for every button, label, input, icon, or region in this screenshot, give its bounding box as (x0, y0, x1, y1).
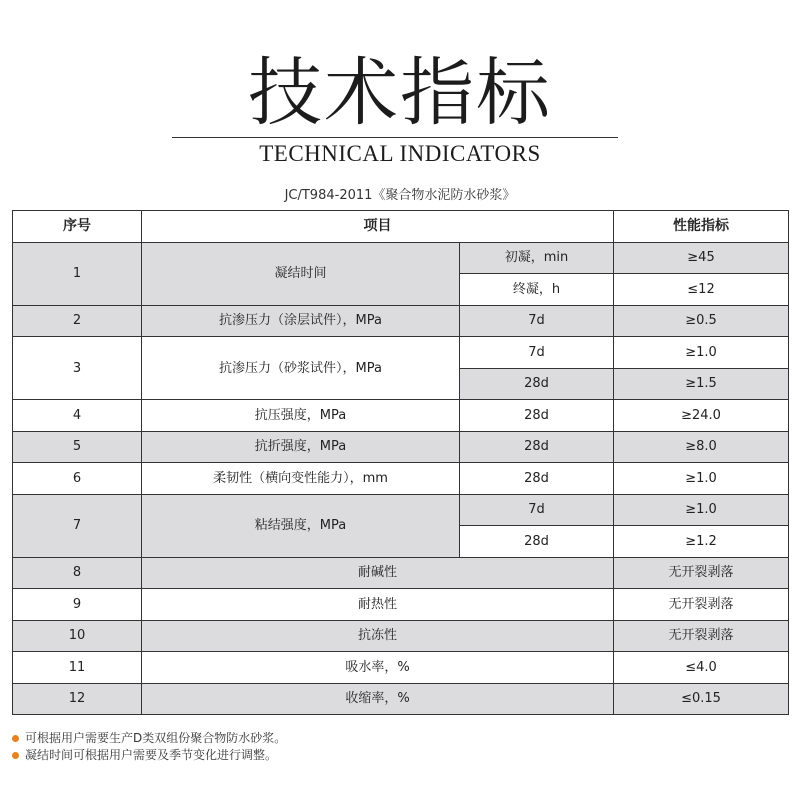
row-value: ≥8.0 (614, 431, 789, 463)
row-no: 7 (13, 494, 142, 557)
row-condition: 28d (460, 368, 614, 400)
row-no: 4 (13, 400, 142, 432)
table-header-row (13, 211, 789, 243)
row-condition: 28d (460, 431, 614, 463)
row-no: 2 (13, 305, 142, 337)
row-item: 抗渗压力（涂层试件），MPa (142, 305, 460, 337)
row-item: 柔韧性（横向变性能力），mm (142, 463, 460, 495)
header-item: 项目 (142, 211, 614, 243)
row-condition: 28d (460, 526, 614, 558)
row-no: 6 (13, 463, 142, 495)
row-no: 8 (13, 557, 142, 589)
bullet-icon (12, 752, 19, 759)
table-row (13, 589, 789, 621)
note-text: 凝结时间可根据用户需要及季节变化进行调整。 (25, 748, 278, 762)
table-row (13, 620, 789, 652)
row-value: 无开裂剥落 (614, 589, 789, 621)
row-item: 耐碱性 (142, 557, 614, 589)
notes-list (12, 730, 286, 764)
row-no: 9 (13, 589, 142, 621)
row-no: 10 (13, 620, 142, 652)
table-row (13, 305, 789, 337)
row-no: 11 (13, 652, 142, 684)
row-value: ≥1.0 (614, 337, 789, 369)
row-no: 3 (13, 337, 142, 400)
row-value: ≥0.5 (614, 305, 789, 337)
note-item (12, 747, 286, 764)
table-row (13, 463, 789, 495)
standard-reference: JC/T984-2011《聚合物水泥防水砂浆》 (284, 188, 516, 203)
row-value: ≥24.0 (614, 400, 789, 432)
row-condition: 7d (460, 494, 614, 526)
row-value: ≤4.0 (614, 652, 789, 684)
row-item: 凝结时间 (142, 242, 460, 305)
row-item: 抗压强度，MPa (142, 400, 460, 432)
row-item: 粘结强度，MPa (142, 494, 460, 557)
table-row (13, 494, 789, 526)
row-item: 收缩率，% (142, 683, 614, 715)
row-condition: 28d (460, 400, 614, 432)
note-text: 可根据用户需要生产D类双组份聚合物防水砂浆。 (25, 731, 287, 745)
bullet-icon (12, 735, 19, 742)
row-no: 5 (13, 431, 142, 463)
table-row (13, 431, 789, 463)
row-item: 吸水率，% (142, 652, 614, 684)
row-item: 耐热性 (142, 589, 614, 621)
row-value: 无开裂剥落 (614, 620, 789, 652)
row-value: ≥1.5 (614, 368, 789, 400)
header-performance: 性能指标 (614, 211, 789, 243)
table-row (13, 242, 789, 274)
row-value: 无开裂剥落 (614, 557, 789, 589)
title-divider (172, 137, 618, 138)
table-row (13, 652, 789, 684)
table-row (13, 337, 789, 369)
table-row (13, 683, 789, 715)
row-item: 抗折强度，MPa (142, 431, 460, 463)
spec-table (12, 210, 789, 715)
row-condition: 初凝，min (460, 242, 614, 274)
row-condition: 7d (460, 337, 614, 369)
row-value: ≥1.2 (614, 526, 789, 558)
row-condition: 28d (460, 463, 614, 495)
page-subtitle: TECHNICAL INDICATORS (259, 141, 541, 166)
row-value: ≤0.15 (614, 683, 789, 715)
page-title: 技术指标 (248, 50, 552, 136)
table-row (13, 557, 789, 589)
row-condition: 终凝，h (460, 274, 614, 306)
header-no: 序号 (13, 211, 142, 243)
row-value: ≤12 (614, 274, 789, 306)
row-no: 12 (13, 683, 142, 715)
note-item (12, 730, 286, 747)
row-no: 1 (13, 242, 142, 305)
row-value: ≥1.0 (614, 494, 789, 526)
table-row (13, 400, 789, 432)
row-item: 抗渗压力（砂浆试件），MPa (142, 337, 460, 400)
row-condition: 7d (460, 305, 614, 337)
row-item: 抗冻性 (142, 620, 614, 652)
row-value: ≥45 (614, 242, 789, 274)
row-value: ≥1.0 (614, 463, 789, 495)
